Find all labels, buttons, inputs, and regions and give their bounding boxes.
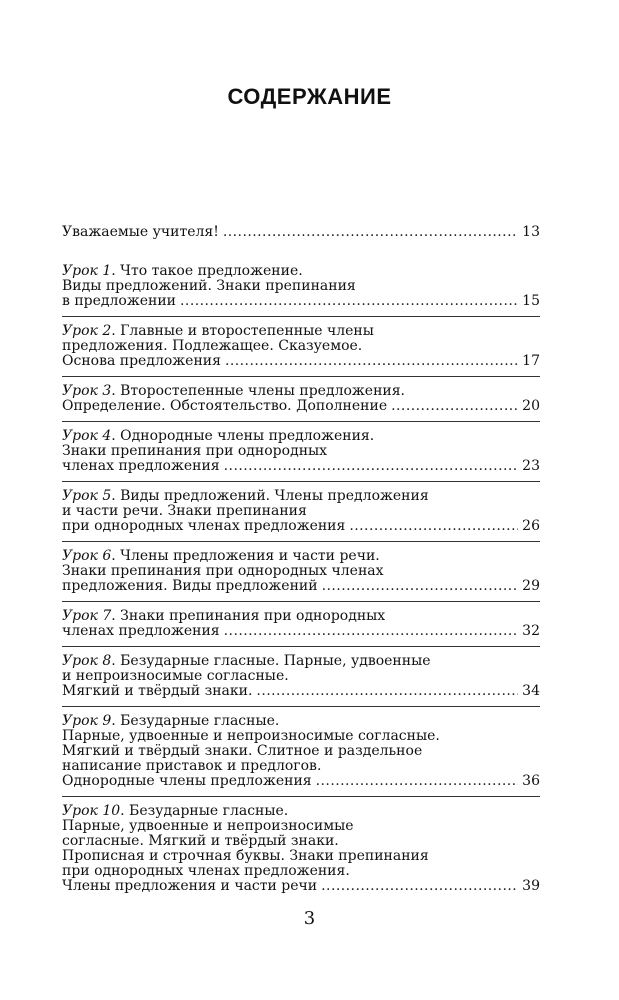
toc-entry-lesson[interactable] [62, 489, 540, 542]
dot-leader [225, 354, 518, 369]
toc-entry-line [62, 744, 540, 759]
toc-entry-lesson[interactable] [62, 324, 540, 377]
toc-entry-line [62, 384, 540, 399]
dot-leader [224, 624, 518, 639]
toc-entry-line [62, 834, 540, 849]
lesson-text: Виды предложений. Знаки препинания [62, 278, 356, 294]
toc-entry-line [62, 609, 540, 624]
toc-entry-lesson[interactable] [62, 384, 540, 422]
toc-entry-line [62, 729, 540, 744]
page-title: СОДЕРЖАНИЕ [227, 84, 392, 109]
toc-entry-line [62, 504, 540, 519]
toc-entry-last-line [62, 579, 540, 594]
toc-entry-line [62, 324, 540, 339]
dot-leader [321, 879, 518, 894]
toc-entry-last-line [62, 354, 540, 369]
toc-entry-lesson[interactable] [62, 804, 540, 901]
lesson-label: Урок 6 [62, 548, 112, 564]
dot-leader [316, 774, 518, 789]
lesson-text: Мягкий и твёрдый знаки. Слитное и раздельное [62, 743, 423, 759]
lesson-text: Знаки препинания при однородных [62, 443, 328, 459]
lesson-text: написание приставок и предлогов. [62, 758, 322, 774]
toc-entry-line [62, 669, 540, 684]
toc-entry-line [62, 264, 540, 279]
lesson-text: предложения. Подлежащее. Сказуемое. [62, 338, 363, 354]
lesson-text: Безударные гласные. [129, 803, 289, 819]
lesson-text: при однородных членах предложения. [62, 863, 350, 879]
lesson-label-separator: . [111, 428, 121, 444]
lesson-text: Мягкий и твёрдый знаки. [62, 683, 253, 699]
lesson-label: Урок 10 [62, 803, 121, 819]
lesson-list [62, 264, 540, 901]
lesson-text: Однородные члены предложения. [120, 428, 375, 444]
lesson-text: Парные, удвоенные и непроизносимые [62, 818, 354, 834]
toc-page-number: 20 [522, 398, 540, 414]
lesson-text: Знаки препинания при однородных [120, 608, 386, 624]
toc-entry-line [62, 864, 540, 879]
toc-entry-line [62, 444, 540, 459]
toc-entry-line [62, 489, 540, 504]
lesson-text: Члены предложения и части речи [62, 878, 318, 894]
lesson-text: Члены предложения и части речи. [120, 548, 380, 564]
toc-page-number: 32 [522, 623, 540, 639]
lesson-label-separator: . [111, 713, 121, 729]
lesson-text: предложения. Виды предложений [62, 578, 318, 594]
lesson-text: Парные, удвоенные и непроизносимые согласные. [62, 728, 440, 744]
lesson-text: Что такое предложение. [120, 263, 303, 279]
toc-entry-lesson[interactable] [62, 714, 540, 797]
lesson-text: Основа предложения [62, 353, 221, 369]
toc-entry-last-line [62, 774, 540, 789]
toc-entry-lesson[interactable] [62, 264, 540, 317]
toc-entry-line [62, 564, 540, 579]
toc-entry-last-line [62, 519, 540, 534]
lesson-label-separator: . [111, 548, 121, 564]
toc-page-number: 15 [522, 293, 540, 309]
toc-page-number: 26 [522, 518, 540, 534]
lesson-label: Урок 5 [62, 488, 112, 504]
lesson-text: согласные. Мягкий и твёрдый знаки. [62, 833, 339, 849]
dot-leader [256, 684, 518, 699]
lesson-text: Виды предложений. Члены предложения [120, 488, 429, 504]
toc-entry-line [62, 429, 540, 444]
toc-entry-last-line [62, 624, 540, 639]
lesson-text: членах предложения [62, 623, 220, 639]
lesson-text: и части речи. Знаки препинания [62, 503, 307, 519]
lesson-label-separator: . [111, 608, 121, 624]
toc-entry-line [62, 654, 540, 669]
dot-leader [180, 294, 518, 309]
lesson-label: Урок 2 [62, 323, 112, 339]
toc-entry-text: Уважаемые учителя! [62, 224, 219, 240]
toc-entry-line [62, 339, 540, 354]
toc-page-number: 34 [522, 683, 540, 699]
toc-entry-line [62, 759, 540, 774]
toc-page-number: 39 [522, 878, 540, 894]
lesson-text: Второстепенные члены предложения. [120, 383, 406, 399]
toc-page-number: 17 [522, 353, 540, 369]
dot-leader [322, 579, 518, 594]
toc-entry-line [62, 804, 540, 819]
toc-entry-lesson[interactable] [62, 429, 540, 482]
lesson-label: Урок 1 [62, 263, 112, 279]
lesson-text: Определение. Обстоятельство. Дополнение [62, 398, 388, 414]
lesson-label-separator: . [120, 803, 130, 819]
toc-entry-last-line [62, 879, 540, 894]
toc-page-number: 23 [522, 458, 540, 474]
dot-leader [224, 459, 518, 474]
lesson-label-separator: . [111, 323, 121, 339]
toc-page-number: 36 [522, 773, 540, 789]
lesson-text: Безударные гласные. Парные, удвоенные [120, 653, 431, 669]
lesson-text: Безударные гласные. [120, 713, 280, 729]
dot-leader [223, 225, 518, 240]
lesson-text: Главные и второстепенные члены [120, 323, 374, 339]
dot-leader [349, 519, 518, 534]
toc-entry-line [62, 714, 540, 729]
toc-entry-lesson[interactable] [62, 609, 540, 647]
toc-entry-lesson[interactable] [62, 549, 540, 602]
lesson-text: при однородных членах предложения [62, 518, 346, 534]
lesson-label: Урок 8 [62, 653, 112, 669]
lesson-text: Прописная и строчная буквы. Знаки препинания [62, 848, 429, 864]
lesson-label-separator: . [111, 263, 121, 279]
lesson-label-separator: . [111, 488, 121, 504]
dot-leader [391, 399, 518, 414]
toc-page-number: 13 [522, 224, 540, 240]
lesson-text: и непроизносимые согласные. [62, 668, 289, 684]
toc-entry-line [62, 849, 540, 864]
lesson-label: Урок 4 [62, 428, 112, 444]
lesson-label-separator: . [111, 653, 121, 669]
lesson-label: Урок 3 [62, 383, 112, 399]
toc-entry-line [62, 549, 540, 564]
lesson-text: членах предложения [62, 458, 220, 474]
toc-entry-last-line [62, 459, 540, 474]
lesson-label: Урок 7 [62, 608, 112, 624]
lesson-label-separator: . [111, 383, 121, 399]
page-number: 3 [303, 908, 316, 929]
lesson-label: Урок 9 [62, 713, 112, 729]
toc-entry-intro[interactable] [62, 225, 540, 240]
toc-entry-line [62, 279, 540, 294]
toc-entry-last-line [62, 684, 540, 699]
toc-entry-lesson[interactable] [62, 654, 540, 707]
table-of-contents [62, 225, 540, 908]
lesson-text: Знаки препинания при однородных членах [62, 563, 384, 579]
toc-entry-last-line [62, 294, 540, 309]
lesson-text: в предложении [62, 293, 177, 309]
toc-entry-line [62, 819, 540, 834]
toc-page-number: 29 [522, 578, 540, 594]
lesson-text: Однородные члены предложения [62, 773, 312, 789]
toc-entry-last-line [62, 399, 540, 414]
